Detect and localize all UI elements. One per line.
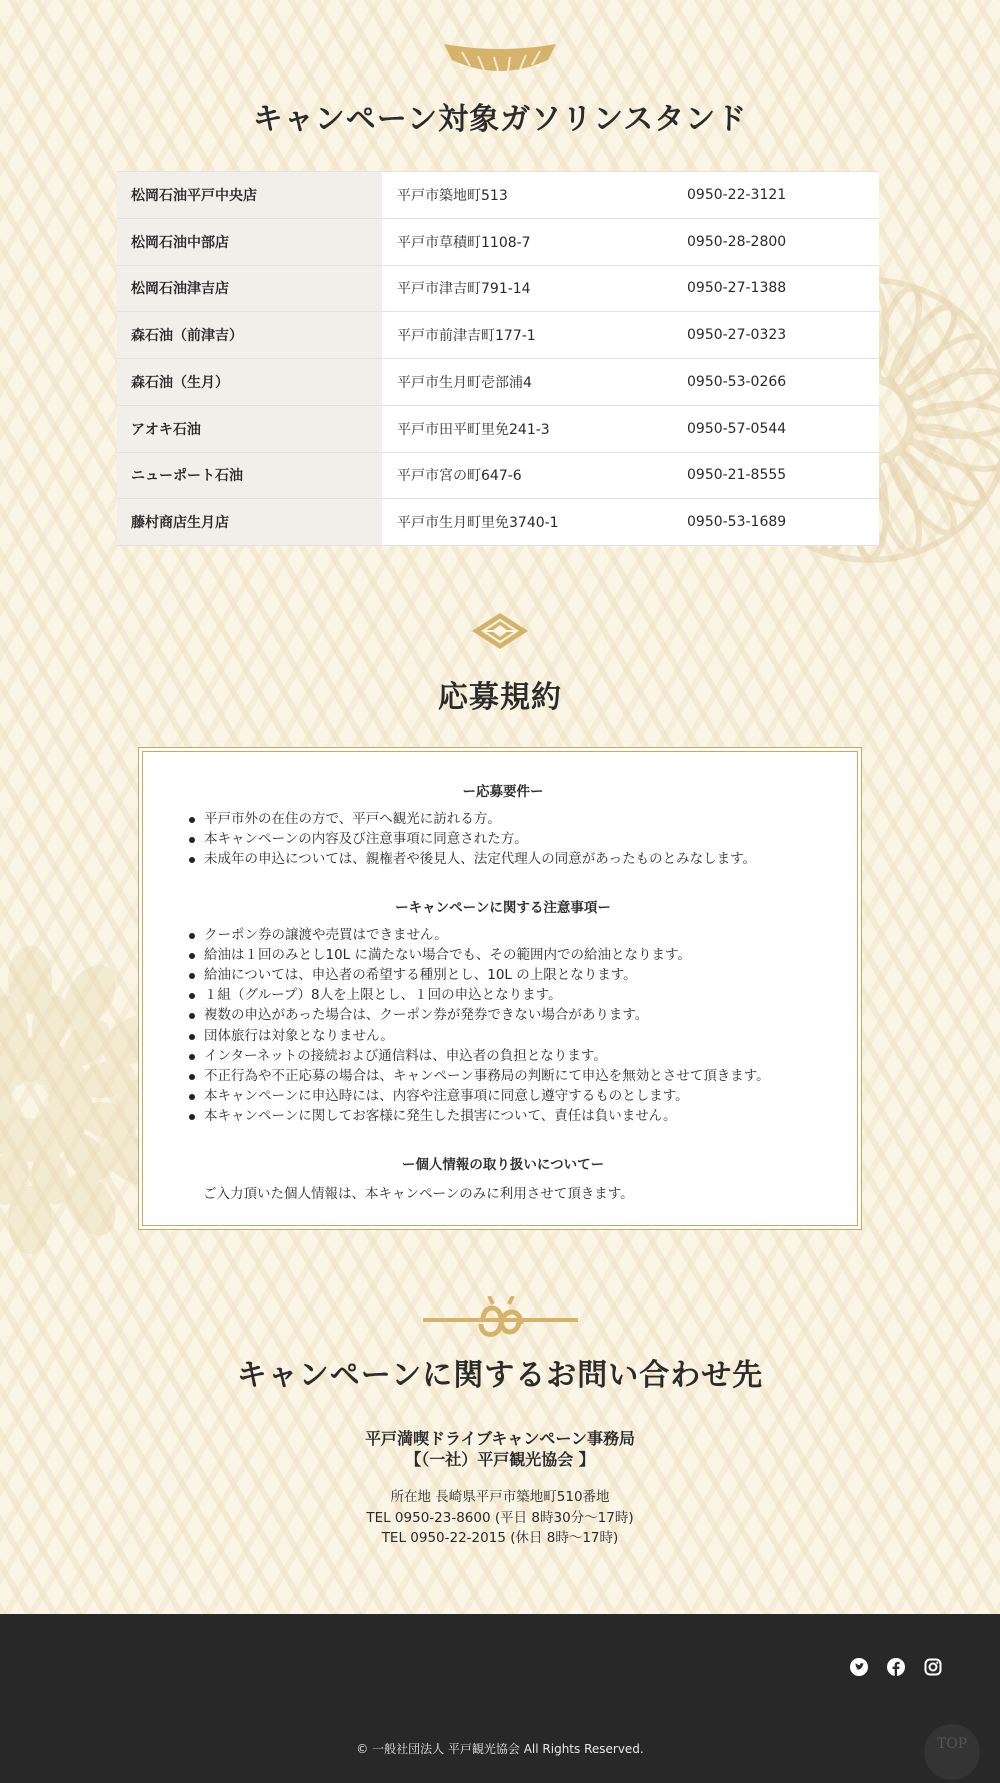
table-row xyxy=(117,265,879,312)
office-tel-weekday: TEL 0950-23-8600 (平日 8時30分〜17時) xyxy=(366,1509,634,1526)
station-address: 平戸市津吉町791-14 xyxy=(382,265,687,312)
station-name: 松岡石油中部店 xyxy=(117,218,382,265)
list-item: インターネットの接続および通信料は、申込者の負担となります。 xyxy=(189,1046,817,1066)
office-name-line2: 【（一社）平戸観光協会 】 xyxy=(405,1450,595,1469)
list-item: 複数の申込があった場合は、クーポン券が発券できない場合があります。 xyxy=(189,1005,817,1025)
back-to-top-button[interactable]: TOP xyxy=(924,1724,980,1780)
list-item: 団体旅行は対象となりません。 xyxy=(189,1026,817,1046)
station-tel: 0950-21-8555 xyxy=(687,452,879,499)
list-item: 本キャンペーンに申込時には、内容や注意事項に同意し遵守するものとします。 xyxy=(189,1086,817,1106)
requirements-heading: ー応募要件ー xyxy=(462,784,544,800)
office-address: 所在地 長崎県平戸市築地町510番地 xyxy=(390,1489,610,1505)
list-item: 本キャンペーンに関してお客様に発生した損害について、責任は負いません。 xyxy=(189,1106,817,1126)
list-item: 不正行為や不正応募の場合は、キャンペーン事務局の判断にて申込を無効とさせて頂きます。 xyxy=(189,1066,817,1086)
table-row xyxy=(117,172,879,219)
list-item: 給油は１回のみとし10L に満たない場合でも、その範囲内での給油となります。 xyxy=(189,945,817,965)
instagram-icon[interactable] xyxy=(924,1658,942,1676)
list-item: １組（グループ）8人を上限とし、１回の申込となります。 xyxy=(189,985,817,1005)
station-tel: 0950-28-2800 xyxy=(687,218,879,265)
station-address: 平戸市生月町里免3740-1 xyxy=(382,499,687,546)
footer xyxy=(0,1614,1000,1783)
mizuhiki-knot-icon xyxy=(423,1296,578,1338)
station-tel: 0950-53-1689 xyxy=(687,499,879,546)
notes-heading: ーキャンペーンに関する注意事項ー xyxy=(395,899,611,916)
table-row xyxy=(117,218,879,265)
station-name: 森石油（前津吉） xyxy=(117,312,382,359)
requirements-list xyxy=(189,809,817,870)
office-name xyxy=(0,1428,1000,1470)
station-tel: 0950-27-1388 xyxy=(687,265,879,312)
office-tel-holiday: TEL 0950-22-2015 (休日 8時〜17時) xyxy=(381,1530,619,1546)
list-item: 平戸市外の在住の方で、平戸へ観光に訪れる方。 xyxy=(189,809,817,829)
station-address: 平戸市前津吉町177-1 xyxy=(382,312,687,359)
station-address: 平戸市宮の町647-6 xyxy=(382,452,687,499)
station-address: 平戸市田平町里免241-3 xyxy=(382,405,687,452)
office-name-line1: 平戸満喫ドライブキャンペーン事務局 xyxy=(364,1429,636,1448)
table-row xyxy=(117,499,879,546)
table-row xyxy=(117,359,879,406)
contact-title: キャンペーンに関するお問い合わせ先 xyxy=(236,1358,764,1393)
station-address: 平戸市草積町1108-7 xyxy=(382,218,687,265)
rules-box xyxy=(138,747,862,1230)
stations-title: キャンペーン対象ガソリンスタンド xyxy=(252,102,748,137)
station-address: 平戸市築地町513 xyxy=(382,172,687,219)
office-info xyxy=(0,1487,1000,1549)
station-name: 森石油（生月） xyxy=(117,359,382,406)
list-item: 未成年の申込については、親権者や後見人、法定代理人の同意があったものとみなします。 xyxy=(189,849,817,869)
station-tel: 0950-57-0544 xyxy=(687,405,879,452)
notes-list xyxy=(189,925,817,1127)
list-item: クーポン券の譲渡や売買はできません。 xyxy=(189,925,817,945)
privacy-heading: ー個人情報の取り扱いについてー xyxy=(401,1156,605,1173)
station-name: アオキ石油 xyxy=(117,405,382,452)
stations-table xyxy=(117,171,879,546)
privacy-text: ご入力頂いた個人情報は、本キャンペーンのみに利用させて頂きます。 xyxy=(203,1185,634,1202)
station-name: 松岡石油平戸中央店 xyxy=(117,172,382,219)
table-row xyxy=(117,312,879,359)
twitter-icon[interactable] xyxy=(850,1658,868,1676)
station-address: 平戸市生月町壱部浦4 xyxy=(382,359,687,406)
station-tel: 0950-27-0323 xyxy=(687,312,879,359)
station-name: 藤村商店生月店 xyxy=(117,499,382,546)
facebook-icon[interactable] xyxy=(887,1658,905,1676)
rules-title: 応募規約 xyxy=(438,680,562,715)
rope-icon xyxy=(442,38,558,76)
station-name: ニューポート石油 xyxy=(117,452,382,499)
list-item: 本キャンペーンの内容及び注意事項に同意された方。 xyxy=(189,829,817,849)
list-item: 給油については、申込者の希望する種別とし、10L の上限となります。 xyxy=(189,965,817,985)
diamond-crest-icon xyxy=(470,611,530,651)
table-row xyxy=(117,452,879,499)
station-name: 松岡石油津吉店 xyxy=(117,265,382,312)
social-links xyxy=(850,1658,942,1676)
copyright: © 一般社団法人 平戸観光協会 All Rights Reserved. xyxy=(356,1742,644,1756)
table-row xyxy=(117,405,879,452)
station-tel: 0950-22-3121 xyxy=(687,172,879,219)
station-tel: 0950-53-0266 xyxy=(687,359,879,406)
